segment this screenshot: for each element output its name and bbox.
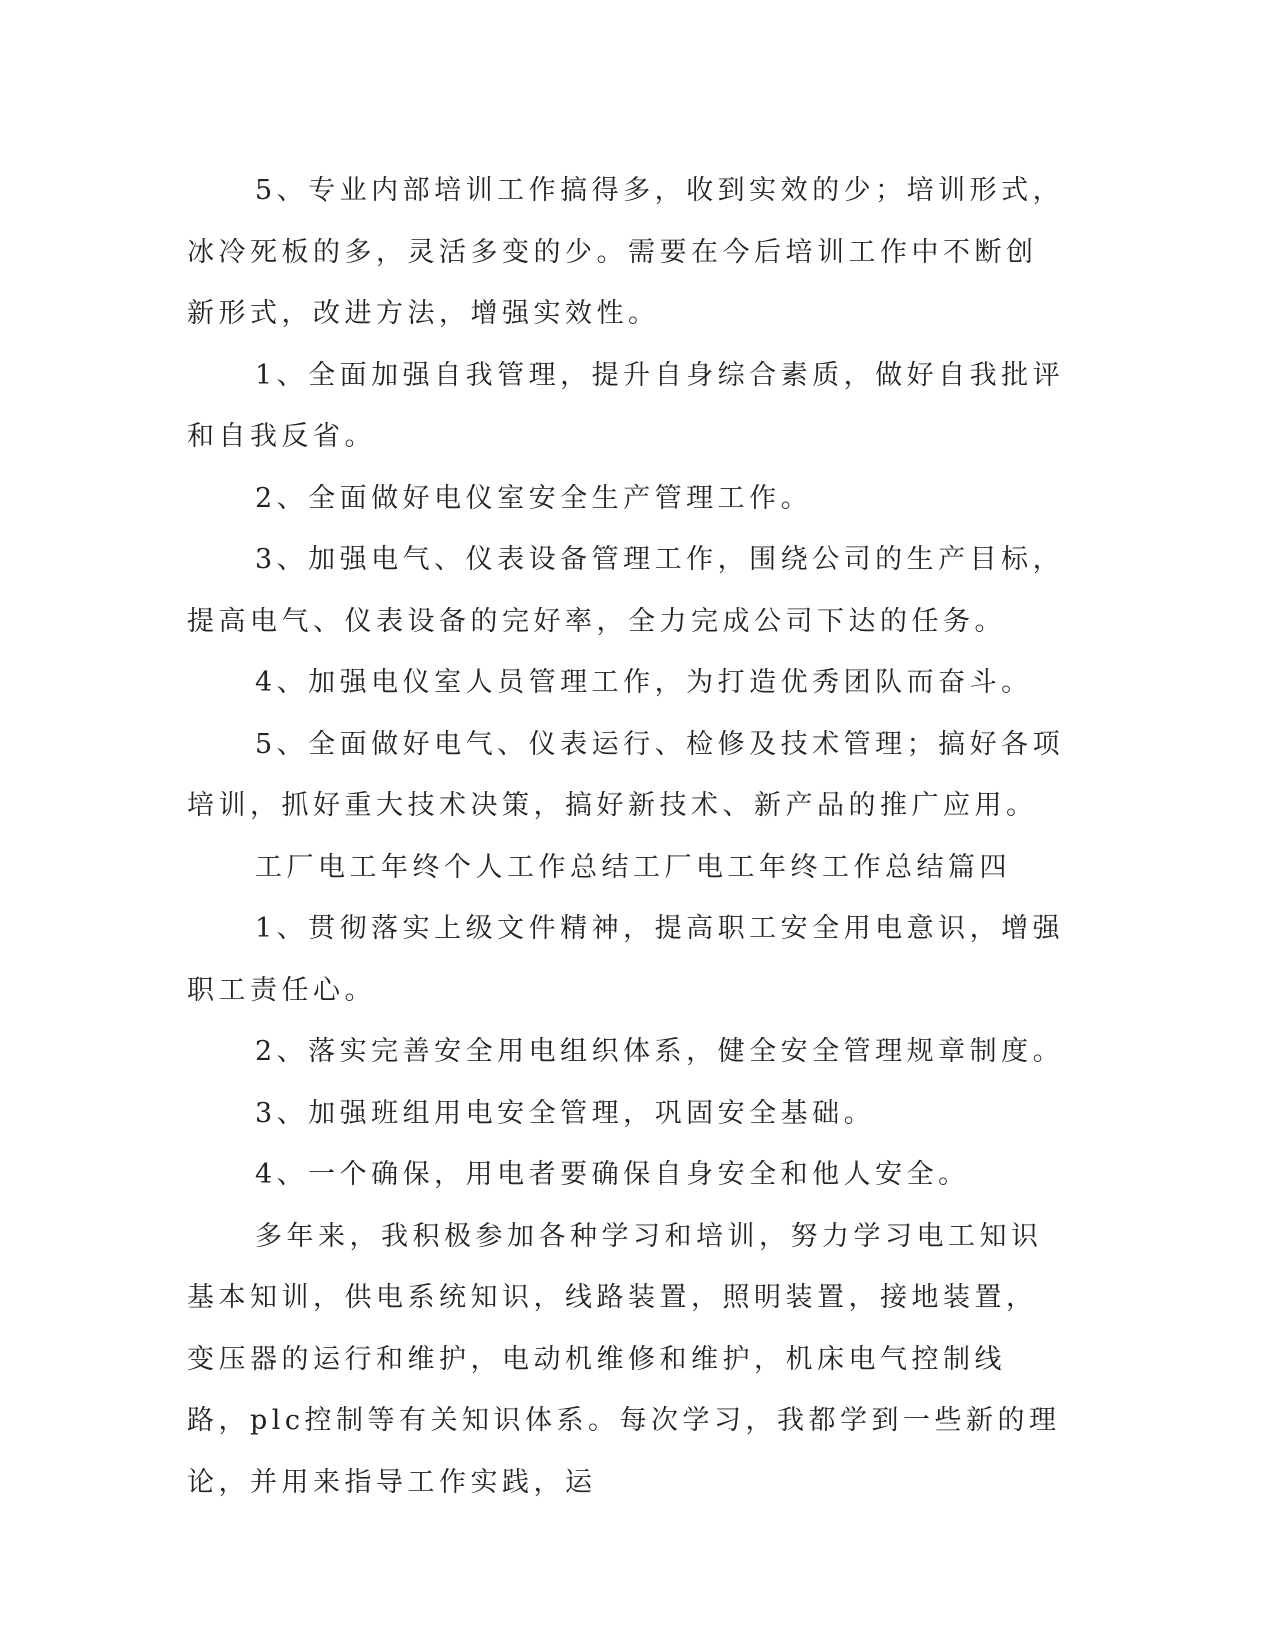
document-body [187, 160, 1067, 1513]
paragraph-safety-3: 3、加强班组用电安全管理，巩固安全基础。 [255, 1097, 876, 1129]
paragraph-safety-4: 4、一个确保，用电者要确保自身安全和他人安全。 [255, 1159, 970, 1190]
paragraph-learning: 多年来，我积极参加各种学习和培训，努力学习电工知识基本知训，供电系统知识，线路装置，照明装置，接地装置，变压器的运行和维护，电动机维修和维护，机床电气控制线路，plc控制等有关知识体系。每次学习，我都学到一些新的理论，并用来指导工作实践，运 [187, 1220, 1061, 1498]
paragraph-training-issue: 5、专业内部培训工作搞得多，收到实效的少；培训形式，冰冷死板的多，灵活多变的少。需要在今后培训工作中不断创新形式，改进方法，增强实效性。 [187, 175, 1065, 329]
paragraph-plan-5: 5、全面做好电气、仪表运行、检修及技术管理；搞好各项培训，抓好重大技术决策，搞好新技术、新产品的推广应用。 [187, 728, 1065, 821]
paragraph-plan-2: 2、全面做好电仪室安全生产管理工作。 [255, 482, 813, 514]
paragraph-plan-1: 1、全面加强自我管理，提升自身综合素质，做好自我批评和自我反省。 [187, 359, 1065, 452]
paragraph-plan-4: 4、加强电仪室人员管理工作，为打造优秀团队而奋斗。 [255, 667, 1033, 698]
paragraph-plan-3: 3、加强电气、仪表设备管理工作，围绕公司的生产目标，提高电气、仪表设备的完好率，全力完成公司下达的任务。 [187, 544, 1065, 637]
paragraph-safety-1: 1、贯彻落实上级文件精神，提高职工安全用电意识，增强职工责任心。 [187, 913, 1065, 1006]
section-heading: 工厂电工年终个人工作总结工厂电工年终工作总结篇四 [255, 851, 1011, 883]
paragraph-safety-2: 2、落实完善安全用电组织体系，健全安全管理规章制度。 [255, 1036, 1065, 1067]
